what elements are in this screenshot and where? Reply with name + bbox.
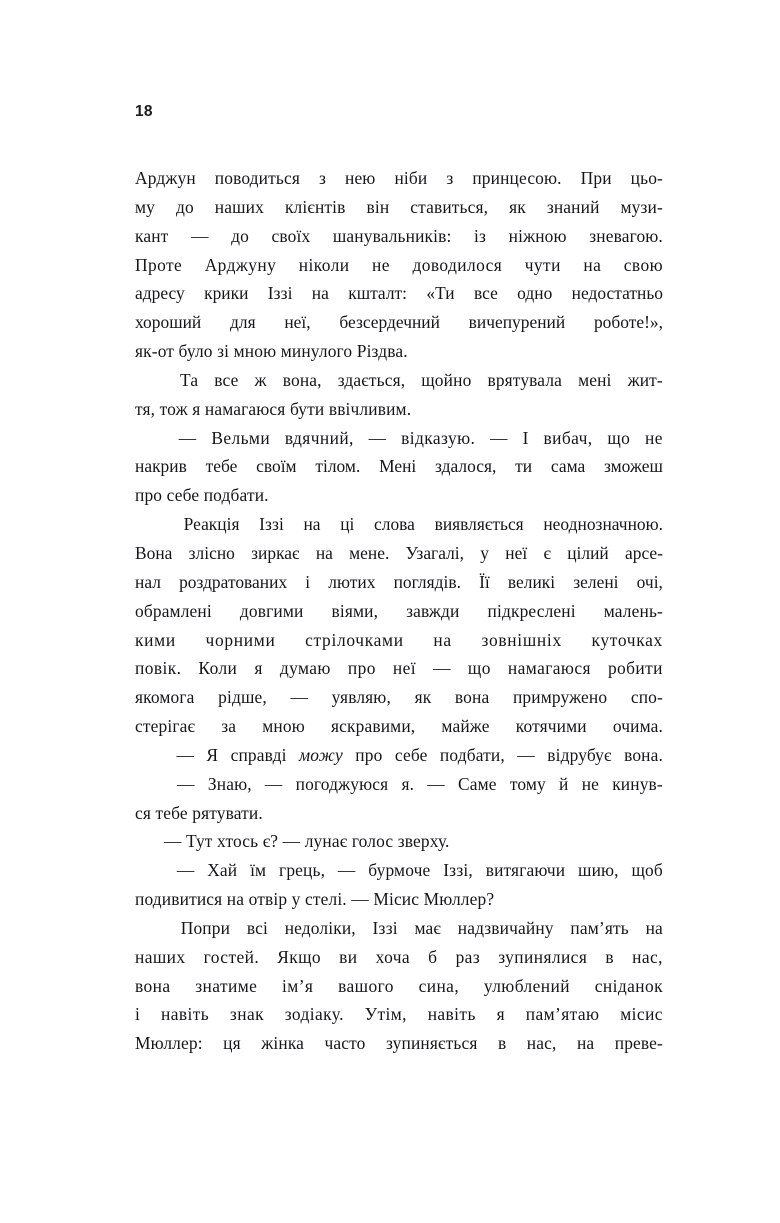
text-word: музи- xyxy=(620,196,663,217)
text-word: для xyxy=(230,312,256,333)
text-word: якомога xyxy=(135,687,195,708)
text-word: сніданок xyxy=(594,975,663,996)
text-word: накрив xyxy=(135,456,187,477)
text-line-content: тя, тож я намагаюся бути ввічливим. xyxy=(135,398,412,419)
text-word: ставиться, xyxy=(410,196,489,217)
text-word: великі xyxy=(507,571,556,592)
text-word: є xyxy=(543,542,551,563)
text-line xyxy=(135,193,663,222)
text-word: зелені xyxy=(573,571,619,592)
text-word: ніби xyxy=(394,168,428,188)
text-word: Мені xyxy=(379,456,417,477)
text-line-content: про себе подбати. xyxy=(135,485,269,506)
text-word: поводиться xyxy=(214,168,300,188)
text-word: клієнтів xyxy=(284,196,346,217)
text-line xyxy=(135,308,663,337)
text-word: Вельми xyxy=(211,427,271,448)
text-word: нею xyxy=(344,168,376,188)
text-word: кинув- xyxy=(612,773,663,794)
text-word: раз xyxy=(455,946,481,967)
text-word: слова xyxy=(374,514,415,535)
text-word: рідше, xyxy=(218,687,267,708)
text-line xyxy=(135,164,663,193)
text-word: арсе- xyxy=(625,542,663,563)
text-word: з xyxy=(446,168,454,188)
text-word: наших xyxy=(214,196,264,217)
text-word: улюблений xyxy=(483,975,570,996)
text-word: злісно xyxy=(188,542,235,563)
text-word: неоднозначною. xyxy=(543,514,663,535)
text-word: поглядів. xyxy=(393,571,461,592)
text-line xyxy=(135,914,663,943)
text-word: хоча xyxy=(375,946,411,967)
text-word: кант xyxy=(135,225,169,246)
text-word: жінка xyxy=(261,1033,305,1054)
text-word: недоліки, xyxy=(284,917,356,938)
text-word: зможеш xyxy=(604,456,663,477)
text-word: зиркає xyxy=(251,542,300,563)
text-word: вона xyxy=(454,687,490,708)
text-word: я xyxy=(496,1004,505,1025)
text-word: Іззі, xyxy=(443,860,473,881)
text-line xyxy=(135,799,663,828)
text-word: відказую. xyxy=(401,427,476,448)
text-word: знаний xyxy=(546,196,600,217)
text-word: погоджуюся xyxy=(295,773,389,794)
text-word: нас, xyxy=(526,1033,557,1054)
text-line-content: подивитися на отвір у стелі. — Місис Мюллер? xyxy=(135,889,495,910)
text-word: я xyxy=(254,658,263,679)
text-word: знак xyxy=(229,1004,264,1025)
text-word: сина, xyxy=(418,975,460,996)
text-word: виявляється xyxy=(434,514,524,535)
text-word: жит- xyxy=(627,369,663,390)
text-line xyxy=(135,279,663,308)
text-word: на xyxy=(315,542,333,563)
text-word: вдячний, xyxy=(284,427,354,448)
text-word: все xyxy=(214,369,239,390)
text-word: неї xyxy=(392,658,417,679)
text-word: стрілочками xyxy=(305,629,404,650)
text-word: намагаюся xyxy=(507,658,591,679)
text-word: на xyxy=(576,1033,595,1054)
text-word: на xyxy=(583,254,602,275)
text-word: нал xyxy=(135,571,161,592)
text-word: майже xyxy=(441,716,490,737)
text-word: я. xyxy=(401,773,415,794)
text-line xyxy=(135,654,663,683)
text-word: І xyxy=(522,427,529,448)
text-word: здалося, xyxy=(435,456,497,477)
paragraph-indent xyxy=(135,914,164,943)
text-word: — xyxy=(177,773,195,794)
text-line xyxy=(135,424,663,453)
text-word: крики xyxy=(204,283,249,304)
text-word: що xyxy=(607,427,631,448)
text-word: ніколи xyxy=(298,254,350,275)
text-word: цілий xyxy=(567,542,609,563)
text-line xyxy=(135,395,663,424)
text-word: чути xyxy=(524,254,561,275)
text-word: — xyxy=(264,773,283,794)
text-word: шию, xyxy=(578,860,619,881)
text-word: як xyxy=(509,196,526,217)
text-line xyxy=(135,510,663,539)
text-word: принцесою. xyxy=(472,168,562,188)
text-word: знатиме xyxy=(195,975,258,996)
text-line xyxy=(135,626,663,655)
text-word: — xyxy=(178,427,197,448)
text-word: котячими xyxy=(515,716,587,737)
text-word: Реакція xyxy=(183,514,240,535)
text-word: до xyxy=(175,196,194,217)
text-word: — xyxy=(290,687,309,708)
text-line xyxy=(135,222,663,251)
text-word: бурмоче xyxy=(368,860,431,881)
text-word: мені xyxy=(578,369,612,390)
text-word: пам’ятаю xyxy=(525,1004,600,1025)
text-word: стерігає xyxy=(135,716,196,737)
text-word: Хай xyxy=(207,860,238,881)
text-line xyxy=(135,972,663,1001)
page-number: 18 xyxy=(135,103,153,120)
body-text-block xyxy=(135,164,663,1058)
text-word: ніжною xyxy=(508,225,567,246)
text-word: яскравими, xyxy=(331,716,416,737)
text-word: недостатньо xyxy=(571,283,663,304)
text-line xyxy=(135,481,663,510)
text-line xyxy=(135,452,663,481)
text-word: зупинялися xyxy=(498,946,588,967)
text-word: хороший xyxy=(135,312,202,333)
text-word: гостей. xyxy=(203,946,260,967)
text-word: Якщо xyxy=(277,946,322,967)
text-word: мною xyxy=(262,716,305,737)
text-line xyxy=(135,366,663,395)
text-word: повік. xyxy=(135,658,182,679)
text-word: про xyxy=(347,658,376,679)
text-word: тому xyxy=(509,773,546,794)
text-word: уявляю, xyxy=(331,687,391,708)
text-word: і xyxy=(305,571,311,592)
text-word: Іззі xyxy=(267,283,293,304)
text-line xyxy=(135,885,663,914)
text-word: роботе!», xyxy=(593,312,663,333)
text-word: на xyxy=(311,283,329,304)
text-word: про xyxy=(355,744,383,765)
text-word: на xyxy=(433,629,452,650)
text-word: — xyxy=(190,225,209,246)
text-word: безсердечний xyxy=(339,312,440,333)
paragraph-indent xyxy=(135,741,164,770)
text-line xyxy=(135,1029,663,1058)
text-line xyxy=(135,943,663,972)
text-word: — xyxy=(490,427,508,448)
text-word: часто xyxy=(324,1033,366,1054)
text-word: б xyxy=(428,946,438,967)
text-word: цьо- xyxy=(630,168,663,188)
text-word: кими xyxy=(135,629,176,650)
text-word: на xyxy=(303,514,321,535)
text-word: довгими xyxy=(239,600,304,621)
text-word: Узагалі, xyxy=(405,542,465,563)
text-word: відрубує xyxy=(547,744,612,765)
text-word: ім’я xyxy=(282,975,314,996)
text-word: думаю xyxy=(279,658,331,679)
text-word: з xyxy=(318,168,326,188)
text-word: зовнішніх xyxy=(481,629,562,650)
text-word: Проте xyxy=(135,254,183,275)
text-word: куточках xyxy=(591,629,663,650)
text-word: Арджун xyxy=(135,168,196,188)
text-word: Мюллер: xyxy=(135,1033,203,1054)
text-word: одно xyxy=(517,283,553,304)
text-word: не xyxy=(372,254,390,275)
text-word: своїм xyxy=(256,456,297,477)
text-word: ця xyxy=(223,1033,241,1054)
text-word: Вона xyxy=(135,542,173,563)
text-line xyxy=(135,827,663,856)
text-word: очима. xyxy=(612,716,663,737)
text-word: своїх xyxy=(271,225,311,246)
text-word: ти xyxy=(515,456,533,477)
text-word: він xyxy=(366,196,390,217)
text-word: все xyxy=(473,283,498,304)
text-word: ж xyxy=(254,369,267,390)
text-word: очі, xyxy=(636,571,663,592)
text-word: Попри xyxy=(180,917,231,938)
text-line xyxy=(135,856,663,885)
text-word: що xyxy=(467,658,491,679)
text-word: на xyxy=(645,917,663,938)
text-word: має xyxy=(414,917,441,938)
text-word: обрамлені xyxy=(135,600,212,621)
text-word: Її xyxy=(479,571,490,592)
text-word: Саме xyxy=(458,773,497,794)
text-word: у xyxy=(480,542,490,563)
text-word: себе xyxy=(394,744,428,765)
text-line xyxy=(135,741,663,770)
text-word: й xyxy=(559,773,569,794)
text-word: навіть xyxy=(427,1004,476,1025)
text-word: тілом. xyxy=(315,456,361,477)
paragraph-indent xyxy=(135,770,164,799)
text-word: врятувала xyxy=(487,369,563,390)
text-word: — xyxy=(433,658,451,679)
text-word: здається, xyxy=(337,369,406,390)
text-line-content: ся тебе рятувати. xyxy=(135,802,263,823)
text-word: ви xyxy=(339,946,358,967)
text-word: доводилося xyxy=(412,254,503,275)
text-word: шанувальників: xyxy=(332,225,452,246)
text-word: вона xyxy=(135,975,171,996)
text-line xyxy=(135,597,663,626)
text-word: наших xyxy=(135,946,186,967)
text-line xyxy=(135,337,663,366)
text-word: завжди xyxy=(406,600,460,621)
text-word: примружено xyxy=(512,687,608,708)
text-line xyxy=(135,1000,663,1029)
text-word: лютих xyxy=(328,571,376,592)
text-word: тебе xyxy=(205,456,238,477)
text-word: неї, xyxy=(284,312,311,333)
text-word: їм xyxy=(250,860,267,881)
text-word: надзвичайну xyxy=(457,917,554,938)
text-word: му xyxy=(135,196,156,217)
paragraph-indent xyxy=(135,424,164,453)
text-word: малень- xyxy=(603,600,663,621)
text-line xyxy=(135,683,663,712)
text-word: свою xyxy=(623,254,663,275)
text-word: вичепурений xyxy=(468,312,566,333)
text-word: навіть xyxy=(161,1004,210,1025)
text-word: Іззі xyxy=(372,917,398,938)
text-word: щоб xyxy=(631,860,663,881)
text-word: вона. xyxy=(624,744,663,765)
text-line xyxy=(135,770,663,799)
text-word: неї xyxy=(505,542,528,563)
text-line-content: як-от було зі мною минулого Різдва. xyxy=(135,341,408,362)
text-word: віями, xyxy=(331,600,379,621)
text-word: справді xyxy=(230,744,287,765)
text-word: зодіаку. xyxy=(284,1004,344,1025)
text-word: за xyxy=(221,716,237,737)
text-word: як xyxy=(414,687,432,708)
text-word: спо- xyxy=(630,687,663,708)
text-word: пам’ять xyxy=(570,917,629,938)
text-word: зневагою. xyxy=(589,225,663,246)
text-word: не xyxy=(581,773,600,794)
text-word: — xyxy=(517,744,535,765)
text-word: Знаю, xyxy=(207,773,252,794)
text-word: Іззі xyxy=(259,514,284,535)
text-word: Коли xyxy=(198,658,238,679)
text-word: Та xyxy=(180,369,199,390)
text-word: в xyxy=(605,946,614,967)
text-word: — xyxy=(176,744,194,765)
text-word: вона, xyxy=(282,369,322,390)
text-word: робити xyxy=(607,658,663,679)
text-word: Утім, xyxy=(364,1004,407,1025)
text-word: Я xyxy=(206,744,219,765)
text-word: — xyxy=(337,860,356,881)
text-word: роздратованих xyxy=(179,571,288,592)
text-word: кшталт: xyxy=(348,283,407,304)
text-line xyxy=(135,539,663,568)
text-word: нас, xyxy=(632,946,663,967)
text-word: в xyxy=(497,1033,507,1054)
text-word: сама xyxy=(550,456,586,477)
text-line xyxy=(135,712,663,741)
text-word: — xyxy=(427,773,445,794)
text-word: грець, xyxy=(279,860,326,881)
text-word: щойно xyxy=(421,369,472,390)
text-word: ці xyxy=(340,514,355,535)
text-word: із xyxy=(474,225,487,246)
paragraph-indent xyxy=(135,366,164,395)
text-word: подбати, xyxy=(439,744,505,765)
paragraph-indent xyxy=(135,856,164,885)
emphasized-word: можу xyxy=(299,744,343,765)
text-word: всі xyxy=(246,917,268,938)
text-line xyxy=(135,251,663,280)
text-word: місис xyxy=(620,1004,663,1025)
text-word: При xyxy=(580,168,612,188)
text-line xyxy=(135,568,663,597)
text-line-content: — Тут хтось є? — лунає голос зверху. xyxy=(164,831,450,852)
text-word: — xyxy=(368,427,387,448)
text-word: не xyxy=(645,427,663,448)
text-word: мене. xyxy=(349,542,390,563)
text-word: вибач, xyxy=(543,427,593,448)
text-word: — xyxy=(176,860,195,881)
text-word: і xyxy=(135,1004,141,1025)
text-word: зупиняється xyxy=(385,1033,478,1054)
text-word: чорними xyxy=(205,629,276,650)
paragraph-indent xyxy=(135,510,164,539)
text-word: вашого xyxy=(338,975,394,996)
text-word: адресу xyxy=(135,283,185,304)
text-word: Арджуну xyxy=(204,254,277,275)
text-word: підкреслені xyxy=(487,600,576,621)
text-word: витягаючи xyxy=(485,860,566,881)
text-word: до xyxy=(231,225,249,246)
text-word: преве- xyxy=(614,1033,663,1054)
text-word: «Ти xyxy=(426,283,455,304)
